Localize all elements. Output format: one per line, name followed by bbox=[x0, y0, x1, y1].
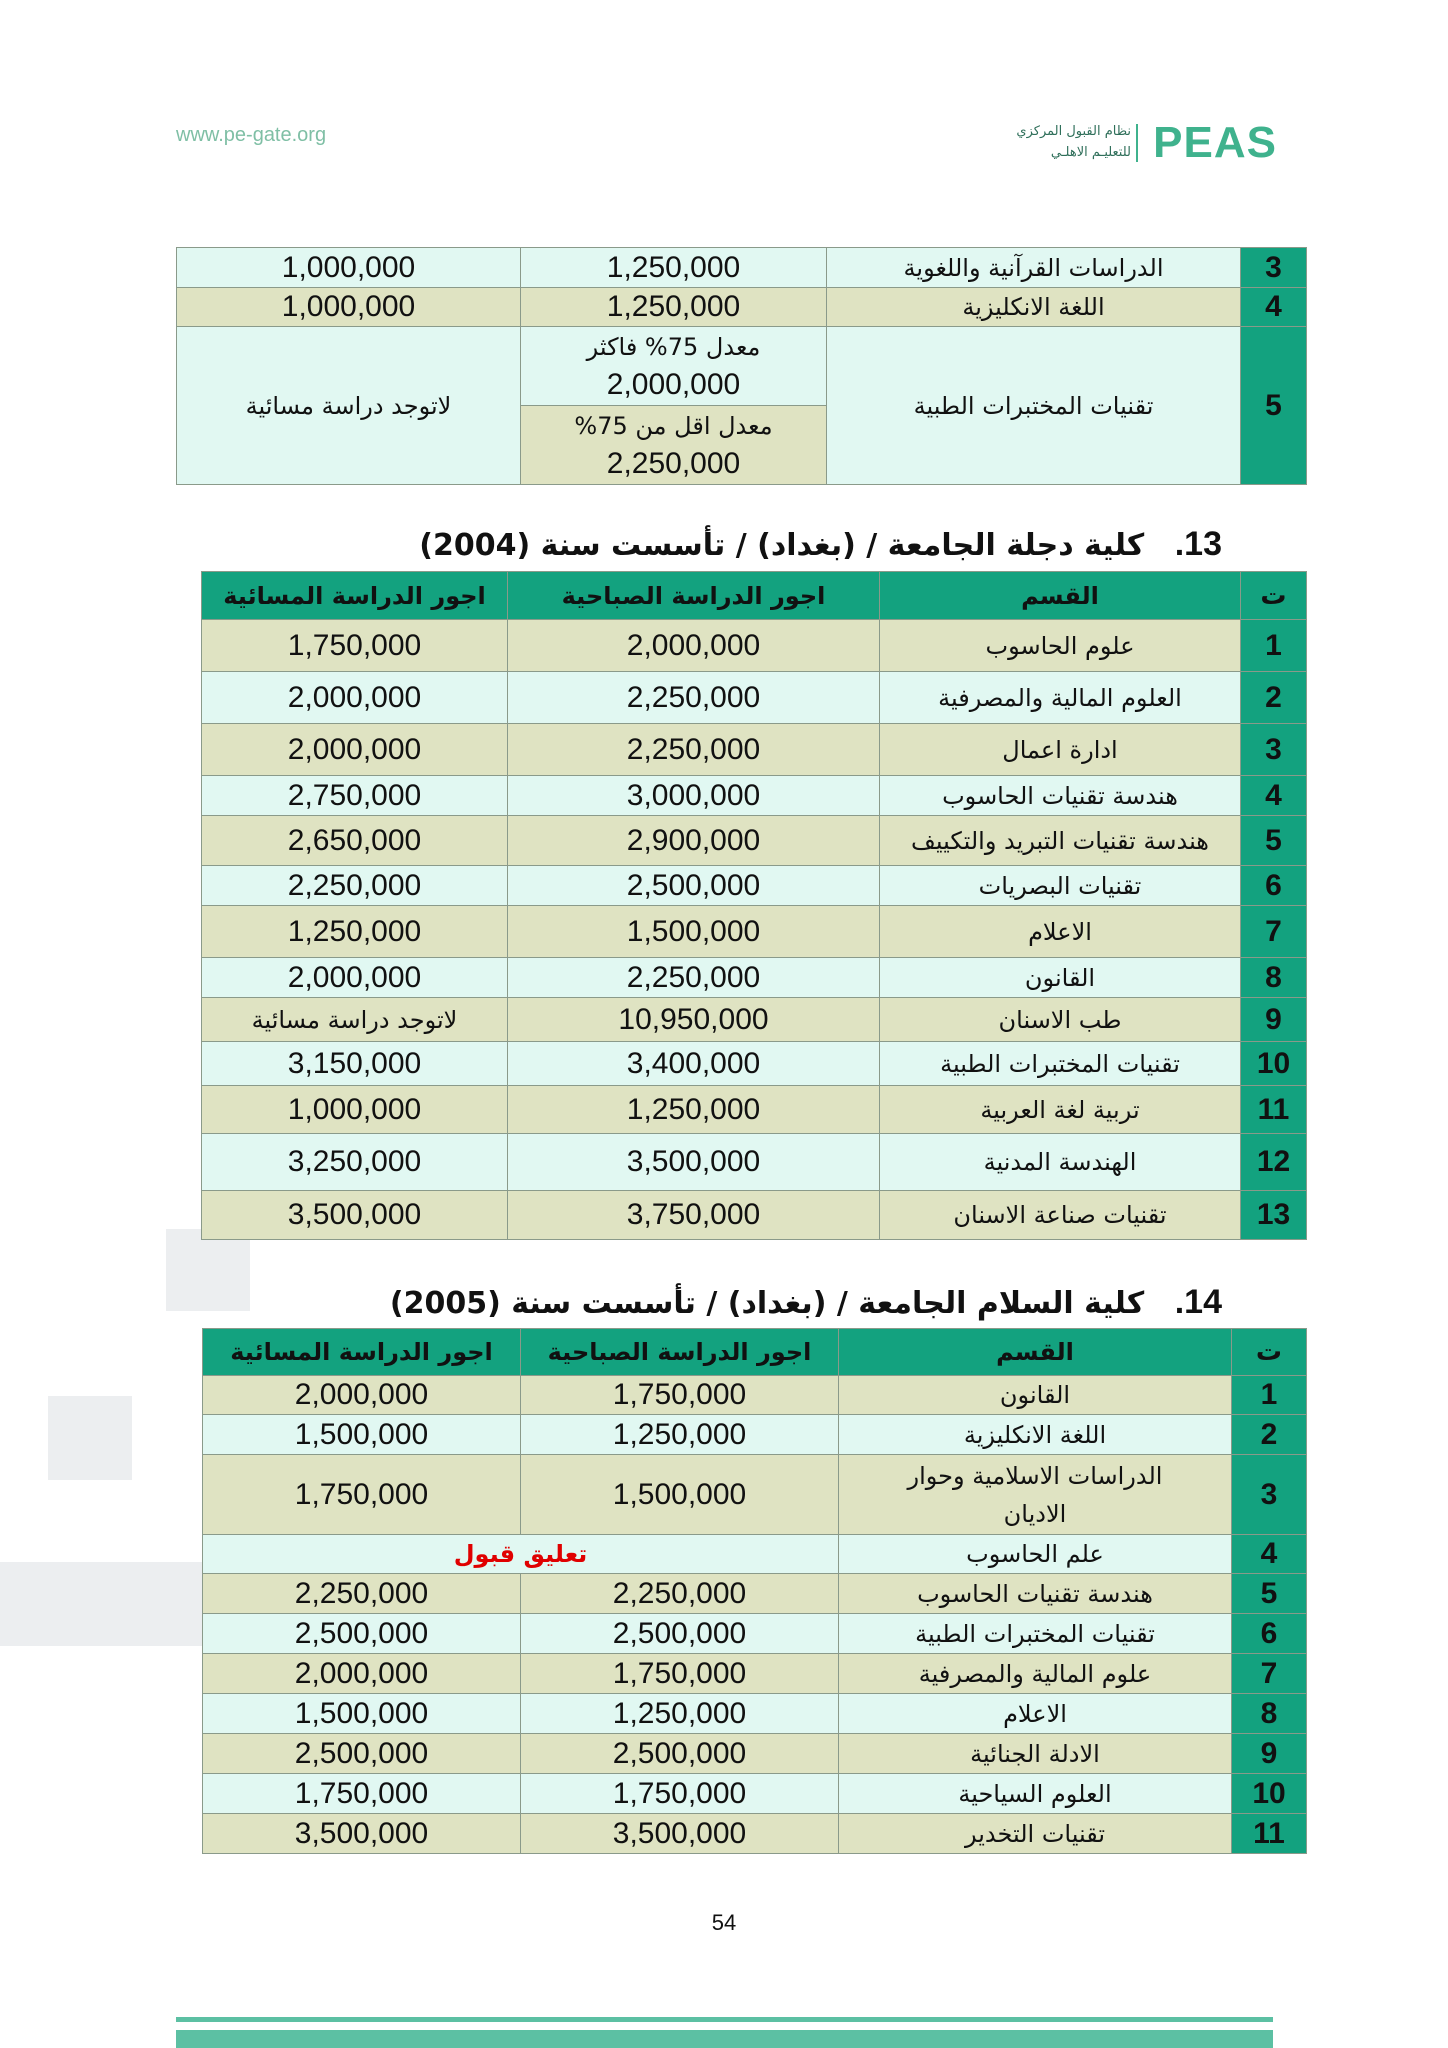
morning-fee: 2,500,000 bbox=[521, 1614, 839, 1654]
logo-divider bbox=[1136, 124, 1138, 162]
table-row bbox=[202, 724, 1307, 776]
table-row bbox=[202, 958, 1307, 998]
section-title: كلية السلام الجامعة / (بغداد) / تأسست سنة (2005) bbox=[389, 1286, 1145, 1321]
department-name: القانون bbox=[839, 1376, 1232, 1415]
morning-fee: 3,500,000 bbox=[521, 1814, 839, 1854]
row-number: 3 bbox=[1241, 248, 1307, 288]
morning-fee: 1,250,000 bbox=[521, 1415, 839, 1455]
decorative-square bbox=[0, 1562, 202, 1646]
section-title: كلية دجلة الجامعة / (بغداد) / تأسست سنة (2004) bbox=[419, 528, 1145, 563]
table-row bbox=[202, 866, 1307, 906]
row-number: 3 bbox=[1241, 724, 1307, 776]
morning-fee: 2,900,000 bbox=[508, 816, 880, 866]
website-url[interactable]: www.pe-gate.org bbox=[176, 124, 327, 146]
department-name: اللغة الانكليزية bbox=[827, 288, 1241, 327]
morning-fee: 2,250,000 bbox=[508, 672, 880, 724]
decorative-square bbox=[166, 1229, 250, 1311]
table-row bbox=[203, 1535, 1307, 1574]
table-row bbox=[203, 1694, 1307, 1734]
continued-fees-table bbox=[176, 247, 1307, 485]
table-row bbox=[177, 248, 1307, 288]
evening-fee: 3,150,000 bbox=[202, 1042, 508, 1086]
department-name: هندسة تقنيات الحاسوب bbox=[839, 1574, 1232, 1614]
evening-fee: 2,500,000 bbox=[203, 1734, 521, 1774]
table-row bbox=[203, 1455, 1307, 1535]
logo-arabic-line2: للتعليـم الاهلـي bbox=[1050, 145, 1131, 160]
row-number: 11 bbox=[1241, 1086, 1307, 1134]
header-number: ت bbox=[1241, 572, 1307, 620]
department-name: علوم الحاسوب bbox=[880, 620, 1241, 672]
department-name: اللغة الانكليزية bbox=[839, 1415, 1232, 1455]
morning-fee: 3,500,000 bbox=[508, 1134, 880, 1191]
row-number: 9 bbox=[1232, 1734, 1307, 1774]
evening-fee: 2,250,000 bbox=[202, 866, 508, 906]
department-name: الدراسات القرآنية واللغوية bbox=[827, 248, 1241, 288]
evening-fee: 2,500,000 bbox=[203, 1614, 521, 1654]
department-name: الاعلام bbox=[880, 906, 1241, 958]
table-row bbox=[203, 1415, 1307, 1455]
department-name: القانون bbox=[880, 958, 1241, 998]
logo-arabic-text bbox=[983, 121, 1131, 163]
morning-fee: 1,250,000 bbox=[521, 1694, 839, 1734]
evening-fee: 3,250,000 bbox=[202, 1134, 508, 1191]
department-name: تقنيات صناعة الاسنان bbox=[880, 1191, 1241, 1240]
row-number: 4 bbox=[1232, 1535, 1307, 1574]
header-morning-fee: اجور الدراسة الصباحية bbox=[521, 1329, 839, 1376]
morning-fee: 3,750,000 bbox=[508, 1191, 880, 1240]
evening-fee: 1,000,000 bbox=[202, 1086, 508, 1134]
evening-fee: 1,750,000 bbox=[202, 620, 508, 672]
morning-fee: 1,500,000 bbox=[508, 906, 880, 958]
table-header-row bbox=[203, 1329, 1307, 1376]
morning-fee: 1,250,000 bbox=[521, 248, 827, 288]
decorative-square bbox=[48, 1396, 132, 1480]
morning-fee-low-average bbox=[521, 406, 827, 485]
evening-fee: 1,750,000 bbox=[203, 1774, 521, 1814]
row-number: 6 bbox=[1232, 1614, 1307, 1654]
table-row bbox=[202, 776, 1307, 816]
evening-fee: 3,500,000 bbox=[203, 1814, 521, 1854]
row-number: 13 bbox=[1241, 1191, 1307, 1240]
department-name-line2: الاديان bbox=[1003, 1499, 1067, 1528]
evening-fee: 1,000,000 bbox=[177, 288, 521, 327]
morning-fee: 3,400,000 bbox=[508, 1042, 880, 1086]
morning-fee: 3,000,000 bbox=[508, 776, 880, 816]
department-name: تقنيات التخدير bbox=[839, 1814, 1232, 1854]
morning-fee: 2,500,000 bbox=[508, 866, 880, 906]
row-number: 7 bbox=[1232, 1654, 1307, 1694]
section-14-heading bbox=[390, 1283, 1222, 1322]
row-number: 10 bbox=[1241, 1042, 1307, 1086]
department-name: هندسة تقنيات الحاسوب bbox=[880, 776, 1241, 816]
row-number: 7 bbox=[1241, 906, 1307, 958]
table-row bbox=[203, 1614, 1307, 1654]
table-row bbox=[202, 998, 1307, 1042]
row-number: 5 bbox=[1241, 816, 1307, 866]
footer-band bbox=[176, 2030, 1273, 2048]
department-name: العلوم السياحية bbox=[839, 1774, 1232, 1814]
table-row bbox=[202, 1042, 1307, 1086]
page-number: 54 bbox=[711, 1910, 737, 1935]
row-number: 6 bbox=[1241, 866, 1307, 906]
department-name: تقنيات المختبرات الطبية bbox=[839, 1614, 1232, 1654]
row-number: 2 bbox=[1232, 1415, 1307, 1455]
row-number: 11 bbox=[1232, 1814, 1307, 1854]
morning-fee: 2,000,000 bbox=[508, 620, 880, 672]
department-name: طب الاسنان bbox=[880, 998, 1241, 1042]
department-name-line1: الدراسات الاسلامية وحوار bbox=[907, 1461, 1163, 1490]
evening-fee: لاتوجد دراسة مسائية bbox=[177, 327, 521, 485]
morning-fee: 2,250,000 bbox=[508, 958, 880, 998]
header-morning-fee: اجور الدراسة الصباحية bbox=[508, 572, 880, 620]
row-number: 1 bbox=[1241, 620, 1307, 672]
morning-fee: 2,250,000 bbox=[521, 1574, 839, 1614]
evening-fee: 2,000,000 bbox=[203, 1654, 521, 1694]
department-name: الادلة الجنائية bbox=[839, 1734, 1232, 1774]
row-number: 4 bbox=[1241, 288, 1307, 327]
row-number: 1 bbox=[1232, 1376, 1307, 1415]
morning-fee: 2,250,000 bbox=[508, 724, 880, 776]
evening-fee: 1,750,000 bbox=[203, 1455, 521, 1535]
department-name: هندسة تقنيات التبريد والتكييف bbox=[880, 816, 1241, 866]
department-name: العلوم المالية والمصرفية bbox=[880, 672, 1241, 724]
table-row bbox=[203, 1376, 1307, 1415]
morning-fee: 1,250,000 bbox=[521, 288, 827, 327]
department-name: تقنيات البصريات bbox=[880, 866, 1241, 906]
admission-suspended: تعليق قبول bbox=[203, 1535, 839, 1574]
evening-fee: 2,000,000 bbox=[203, 1376, 521, 1415]
morning-fee: 1,750,000 bbox=[521, 1774, 839, 1814]
evening-fee: 1,000,000 bbox=[177, 248, 521, 288]
table-header-row bbox=[202, 572, 1307, 620]
average-label: معدل اقل من 75% bbox=[574, 412, 773, 440]
row-number: 8 bbox=[1232, 1694, 1307, 1734]
table-row bbox=[202, 1191, 1307, 1240]
fee-value: 2,250,000 bbox=[606, 447, 741, 480]
department-name: علم الحاسوب bbox=[839, 1535, 1232, 1574]
department-name: الهندسة المدنية bbox=[880, 1134, 1241, 1191]
table-row bbox=[203, 1774, 1307, 1814]
row-number: 2 bbox=[1241, 672, 1307, 724]
department-name: تقنيات المختبرات الطبية bbox=[880, 1042, 1241, 1086]
evening-fee: 1,500,000 bbox=[203, 1694, 521, 1734]
table-row bbox=[177, 288, 1307, 327]
evening-fee: 2,250,000 bbox=[203, 1574, 521, 1614]
department-name: تقنيات المختبرات الطبية bbox=[827, 327, 1241, 485]
evening-fee: 2,000,000 bbox=[202, 724, 508, 776]
row-number: 4 bbox=[1241, 776, 1307, 816]
evening-fee: 2,000,000 bbox=[202, 672, 508, 724]
department-name: ادارة اعمال bbox=[880, 724, 1241, 776]
logo-wordmark: PEAS bbox=[1153, 118, 1277, 167]
row-number: 9 bbox=[1241, 998, 1307, 1042]
header-evening-fee: اجور الدراسة المسائية bbox=[202, 572, 508, 620]
evening-fee: 1,500,000 bbox=[203, 1415, 521, 1455]
logo-arabic-line1: نظام القبول المركزي bbox=[1016, 124, 1131, 139]
table-row bbox=[202, 816, 1307, 866]
evening-fee: 1,250,000 bbox=[202, 906, 508, 958]
header-department: القسم bbox=[839, 1329, 1232, 1376]
evening-fee: 2,000,000 bbox=[202, 958, 508, 998]
department-name: علوم المالية والمصرفية bbox=[839, 1654, 1232, 1694]
row-number: 12 bbox=[1241, 1134, 1307, 1191]
table-row bbox=[203, 1814, 1307, 1854]
table-row bbox=[202, 620, 1307, 672]
average-label: معدل 75% فاكثر bbox=[586, 333, 761, 361]
dijla-fees-table bbox=[201, 571, 1307, 1240]
evening-fee: 2,750,000 bbox=[202, 776, 508, 816]
peas-logo bbox=[983, 118, 1277, 168]
morning-fee: 1,750,000 bbox=[521, 1376, 839, 1415]
table-row bbox=[202, 906, 1307, 958]
morning-fee: 2,500,000 bbox=[521, 1734, 839, 1774]
table-row bbox=[202, 1086, 1307, 1134]
department-name bbox=[839, 1455, 1232, 1535]
morning-fee: 1,500,000 bbox=[521, 1455, 839, 1535]
table-row bbox=[203, 1654, 1307, 1694]
header-evening-fee: اجور الدراسة المسائية bbox=[203, 1329, 521, 1376]
department-name: الاعلام bbox=[839, 1694, 1232, 1734]
table-row bbox=[203, 1734, 1307, 1774]
morning-fee: 10,950,000 bbox=[508, 998, 880, 1042]
footer-divider bbox=[176, 2017, 1273, 2022]
row-number: 10 bbox=[1232, 1774, 1307, 1814]
morning-fee: 1,250,000 bbox=[508, 1086, 880, 1134]
row-number: 8 bbox=[1241, 958, 1307, 998]
table-row bbox=[177, 327, 1307, 406]
header-number: ت bbox=[1232, 1329, 1307, 1376]
table-row bbox=[202, 672, 1307, 724]
row-number: 3 bbox=[1232, 1455, 1307, 1535]
evening-fee: 2,650,000 bbox=[202, 816, 508, 866]
evening-fee: لاتوجد دراسة مسائية bbox=[202, 998, 508, 1042]
row-number: 5 bbox=[1241, 327, 1307, 485]
morning-fee: 1,750,000 bbox=[521, 1654, 839, 1694]
section-number: 14. bbox=[1174, 1283, 1222, 1321]
header-department: القسم bbox=[880, 572, 1241, 620]
evening-fee: 3,500,000 bbox=[202, 1191, 508, 1240]
table-row bbox=[203, 1574, 1307, 1614]
morning-fee-high-average bbox=[521, 327, 827, 406]
department-name: تربية لغة العربية bbox=[880, 1086, 1241, 1134]
section-number: 13. bbox=[1174, 525, 1222, 563]
table-row bbox=[202, 1134, 1307, 1191]
section-13-heading bbox=[419, 525, 1222, 564]
fee-value: 2,000,000 bbox=[606, 368, 741, 401]
row-number: 5 bbox=[1232, 1574, 1307, 1614]
salam-fees-table bbox=[202, 1328, 1307, 1854]
